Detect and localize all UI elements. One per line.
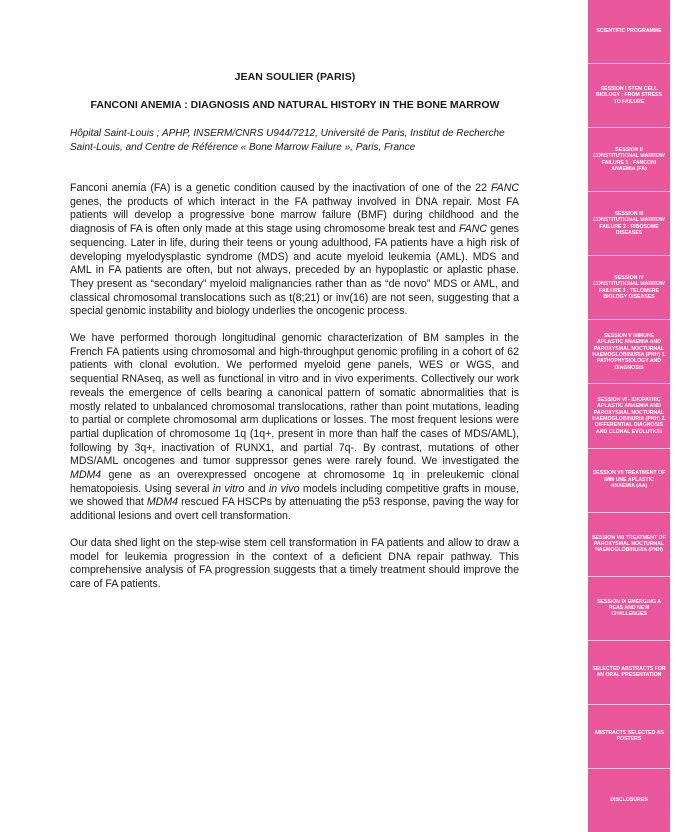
- programme-sidebar: [588, 0, 670, 832]
- abstract-title: FANCONI ANEMIA : DIAGNOSIS AND NATURAL HISTORY IN THE BONE MARROW: [90, 99, 500, 111]
- nav-oral-abstracts[interactable]: [588, 641, 670, 705]
- nav-label: SELECTED ABSTRACTS FOR AN ORAL PRESENTATION: [592, 665, 666, 679]
- text-run: genes, the products of which interact in the FA pathway involved in DNA repair. Most FA patients will develop a progressive bone marrow failure (BMF) during childhood and the diagnosis of FA is often only made at this stage using chromosome break test and: [70, 195, 519, 236]
- nav-label: SESSION I STEM CELL BIOLOGY : FROM STRESS TO FAILURE: [596, 86, 662, 105]
- gene-name: FANC: [490, 182, 519, 194]
- nav-label: SESSION VIII TREATMENT OF PAROXYSMAL NOCTURNAL HAEMOGLOBINURIA (PNH): [592, 534, 666, 554]
- text-run: models including competitive grafts in mouse, we showed that: [70, 482, 520, 509]
- nav-label: SESSION VII TREATMENT OF IMM UNE APLASTIC ANAEMIA (AA): [592, 470, 666, 490]
- gene-name: FANC: [458, 223, 487, 236]
- nav-session-4[interactable]: [588, 256, 670, 320]
- nav-session-3[interactable]: [588, 192, 670, 256]
- nav-disclosures[interactable]: [588, 769, 670, 832]
- text-run: Fanconi anemia (FA) is a genetic condition caused by the inactivation of one of the 22: [70, 182, 491, 194]
- nav-session-8[interactable]: [588, 513, 670, 577]
- nav-session-9[interactable]: [588, 577, 670, 641]
- text-run: We have performed thorough longitudinal genomic characterization of BM samples in the French FA patients using chromosomal and high-throughput genomic profiling in a cohort of 62 patients with clonal evolution. We performed myeloid gene panels, WES or WGS, and sequential RNAseq, as well as functional in vitro and in vivo experiments. Collectively our work reveals the emergence of cells bearing a canonical pattern of somatic abnormalities that is mostly related to unbalanced chromosomal translocations, rather than point mutations, leading to partial or complete chromosomal arm duplications or losses. The most frequent lesions were partial duplication of chromosome 1q (1q+, present in more than half the cases of MDS/AML), following by 3q+, inactivation of RUNX1, and partial 7q-. By contrast, mutations of other MDS/AML oncogenes and tumor suppressor genes were rarely found. We investigated the: [70, 332, 519, 468]
- nav-session-2[interactable]: [588, 128, 670, 192]
- paragraph-3: Our data shed light on the step-wise stem cell transformation in FA patients and allow to draw a model for leukemia progression in the context of a deficient DNA repair pathway. This comprehensive analysis of FA progression suggests that a timely treatment should improve the care of FA patients.: [70, 536, 519, 590]
- text-run: genes sequencing. Later in life, during their teens or young adulthood, FA patients have a high risk of developing myelodysplastic syndrome (MDS) and acute myeloid leukemia (AML). MDS and AML in FA patients are often, but not always, preceded by an hypoplastic or aplastic phase. They present as “secondary” myeloid malignancies rather than as “de novo” MDS or AML, and classical chromosomal translocations such as t(8;21) or inv(16) are not seen, suggesting that a special genomic instability and biology underlies the oncogenic process.: [70, 223, 519, 318]
- nav-label: ABSTRACTS SELECTED AS POSTERS: [594, 729, 664, 743]
- nav-session-5[interactable]: [588, 320, 670, 384]
- paragraph-2: [70, 332, 519, 524]
- nav-label: SESSION IX EMERGING A REAS AND NEW CHALLENGES: [596, 598, 662, 618]
- gene-name: MDM4: [70, 469, 102, 482]
- author-heading: JEAN SOULIER (PARIS): [234, 71, 356, 83]
- nav-session-7[interactable]: [588, 449, 670, 513]
- nav-label: SESSION VI - IDIOPATHIC APLASTIC ANAEMIA AND PAROXYSMAL NOCTURNAL HAEMOGLOBINURIA (PNH) 2. DIFFERENTIAL DIAGNOSIS AND CLONAL EVOLUTION: [592, 396, 666, 435]
- nav-session-1[interactable]: [588, 64, 670, 128]
- nav-label: SESSION IV CONSTITUTIONAL MARROW FAILURE 3 : TELOMERE BIOLOGY DISEASES: [593, 275, 665, 301]
- affiliation: Hôpital Saint-Louis ; APHP, INSERM/CNRS U944/7212, Université de Paris, Institut de Recherche Saint-Louis, and Centre de Référence « Bone Marrow Failure », Paris, France: [70, 128, 505, 153]
- abstract-body: [70, 182, 519, 605]
- italic-term: in vitro: [212, 482, 245, 495]
- nav-poster-abstracts[interactable]: [588, 705, 670, 769]
- nav-label: SESSION V IMMUNE APLASTIC ANAEMIA AND PAROXYSMAL NOCTURNAL HAEMOGLOBINURIA (PNH) 1. PATHOPHYSIOLOGY AND DIAGNOSIS: [592, 332, 666, 371]
- text-run: gene as an overexpressed oncogene at chromosome 1q in preleukemic clonal hematopoiesis. Using several: [70, 469, 519, 495]
- nav-label: SESSION III CONSTITUTIONAL MARROW FAILURE 2 : RIBOSOME DISEASES: [593, 210, 665, 237]
- nav-label: SESSION II CONSTITUTIONAL MARROW FAILURE 1 : FANCONI ANAEMIA (FA): [593, 146, 665, 173]
- gene-name: MDM4: [146, 496, 179, 509]
- italic-term: in vivo: [268, 482, 300, 495]
- text-run: and: [244, 482, 269, 495]
- nav-label: SCIENTIFIC PROGRAMME: [596, 28, 662, 35]
- paragraph-1: [70, 182, 519, 319]
- nav-label: DISCLOSURES: [610, 797, 648, 804]
- nav-scientific-programme[interactable]: [588, 0, 670, 64]
- text-run: rescued FA HSCPs by attenuating the p53 response, paving the way for additional lesions and overt cell transformation.: [70, 496, 520, 523]
- nav-session-6[interactable]: [588, 384, 670, 448]
